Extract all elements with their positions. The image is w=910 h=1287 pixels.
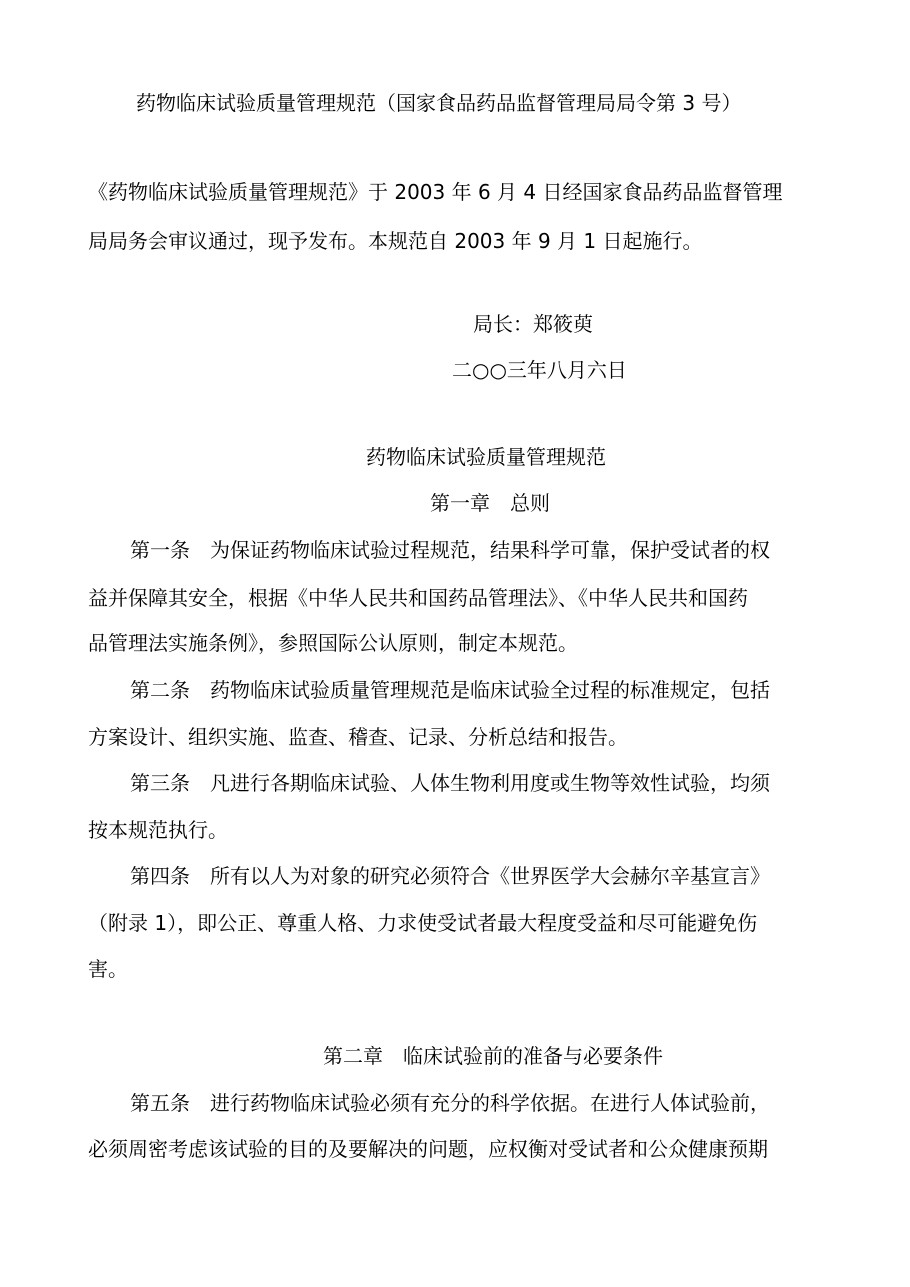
- article-3-line-1: [130, 770, 770, 796]
- article-2-line-2: 方案设计、组织实施、监查、稽查、记录、分析总结和报告。: [88, 725, 628, 749]
- article-5-line-1: [130, 1090, 770, 1116]
- chapter-2-heading: [323, 1043, 663, 1069]
- chapter-1-number: 第一章: [430, 491, 490, 515]
- intro-paragraph-line-2: 局局务会审议通过，现予发布。本规范自 2003 年 9 月 1 日起施行。: [88, 229, 703, 253]
- signature-name: 局长：郑筱萸: [473, 312, 593, 336]
- signature-date: 二○○三年八月六日: [452, 358, 627, 382]
- article-2-text: 药物临床试验质量管理规范是临床试验全过程的标准规定，包括: [210, 678, 770, 702]
- article-4-line-3: 害。: [88, 957, 128, 981]
- article-4-line-2: （附录 1），即公正、尊重人格、力求使受试者最大程度受益和尽可能避免伤: [88, 911, 758, 935]
- article-1-line-2: 益并保障其安全，根据《中华人民共和国药品管理法》、《中华人民共和国药: [88, 586, 748, 610]
- article-2-line-1: [130, 677, 770, 703]
- article-3-line-2: 按本规范执行。: [88, 818, 228, 842]
- article-1-text: 为保证药物临床试验过程规范，结果科学可靠，保护受试者的权: [210, 538, 770, 562]
- article-4-number: 第四条: [130, 864, 190, 888]
- document-title: 药物临床试验质量管理规范（国家食品药品监督管理局局令第 3 号）: [136, 91, 742, 115]
- chapter-2-number: 第二章: [323, 1044, 383, 1068]
- chapter-1-heading: [430, 490, 550, 516]
- intro-paragraph-line-1: 《药物临床试验质量管理规范》于 2003 年 6 月 4 日经国家食品药品监督管理: [88, 180, 783, 204]
- article-5-number: 第五条: [130, 1091, 190, 1115]
- chapter-1-name: 总则: [510, 491, 550, 515]
- article-1-line-3: 品管理法实施条例》，参照国际公认原则，制定本规范。: [88, 631, 578, 655]
- article-4-text: 所有以人为对象的研究必须符合《世界医学大会赫尔辛基宣言》: [210, 864, 770, 888]
- article-1-line-1: [130, 537, 770, 563]
- article-3-number: 第三条: [130, 771, 190, 795]
- chapter-2-name: 临床试验前的准备与必要条件: [403, 1044, 663, 1068]
- article-1-number: 第一条: [130, 538, 190, 562]
- article-4-line-1: [130, 863, 770, 889]
- article-5-text: 进行药物临床试验必须有充分的科学依据。在进行人体试验前，: [210, 1091, 770, 1115]
- article-2-number: 第二条: [130, 678, 190, 702]
- regulation-title: 药物临床试验质量管理规范: [366, 445, 606, 469]
- article-3-text: 凡进行各期临床试验、人体生物利用度或生物等效性试验，均须: [210, 771, 770, 795]
- article-5-line-2: 必须周密考虑该试验的目的及要解决的问题，应权衡对受试者和公众健康预期: [88, 1137, 768, 1161]
